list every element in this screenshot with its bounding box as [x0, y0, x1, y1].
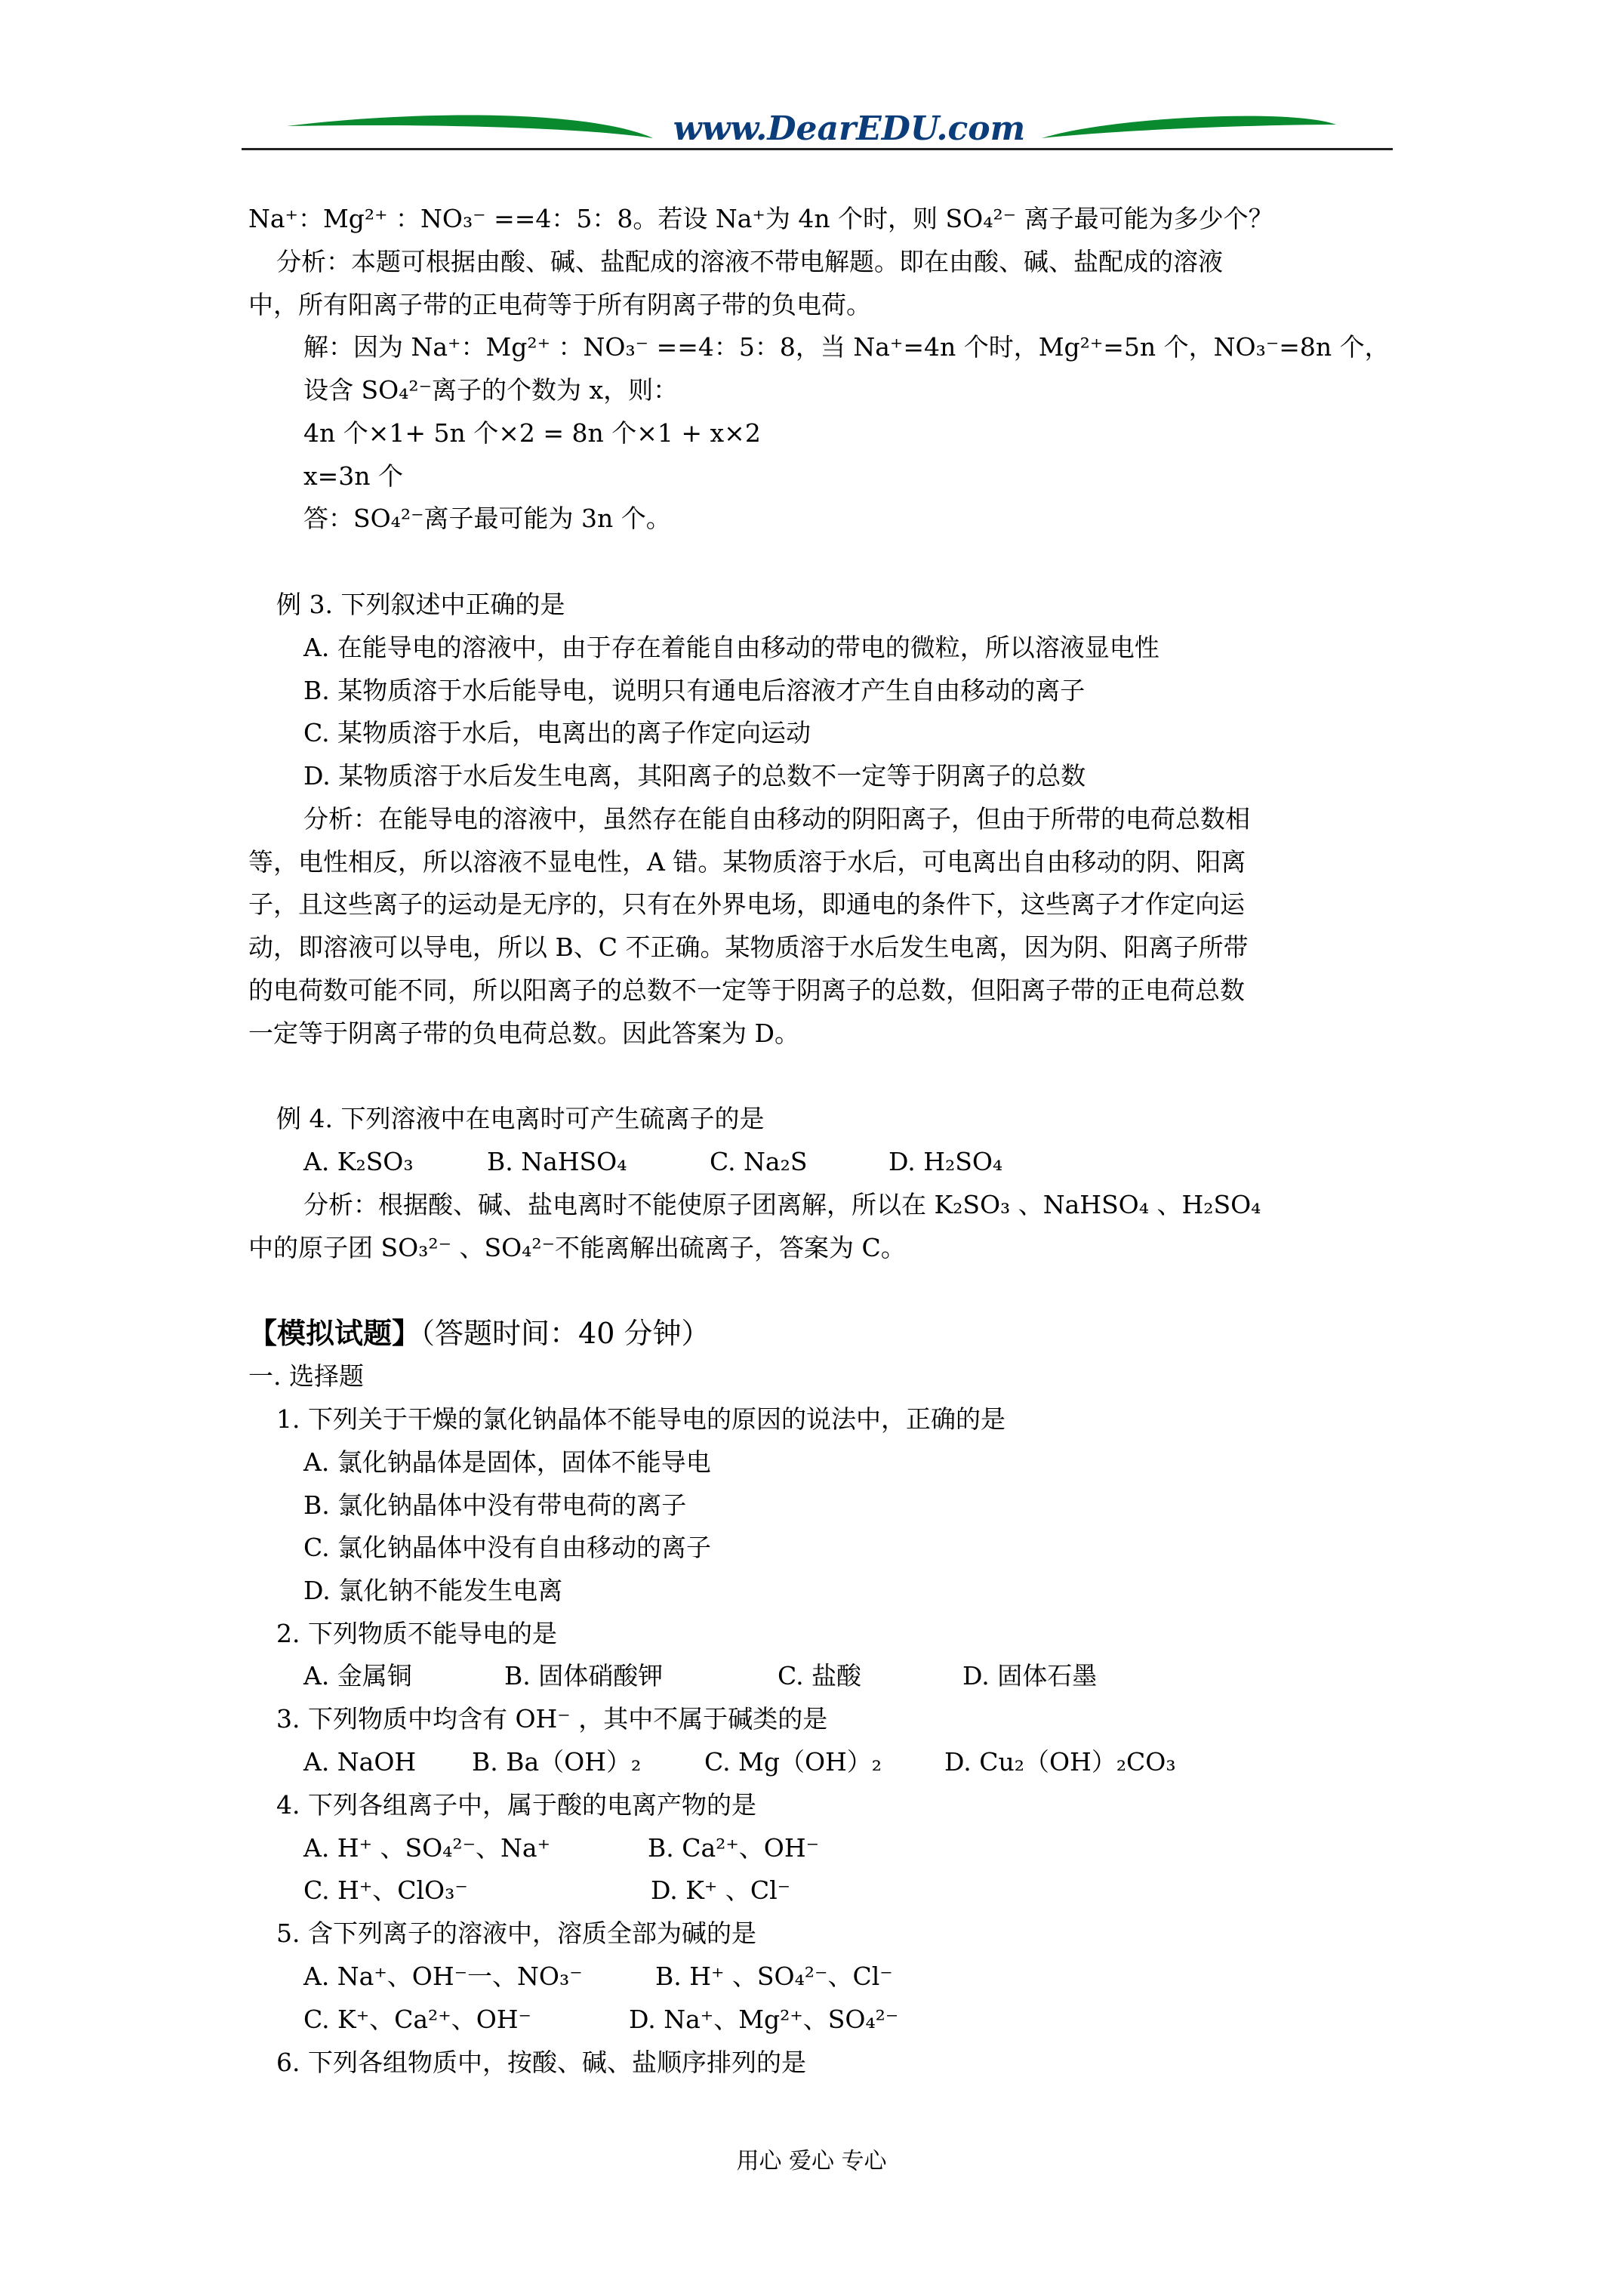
question-option: D. Cu₂（OH）₂CO₃ [944, 1747, 1176, 1777]
question-stem: 1. 下列关于干燥的氯化钠晶体不能导电的原因的说法中，正确的是 [276, 1404, 1006, 1434]
question-option: B. Ca²⁺、OH⁻ [648, 1833, 820, 1863]
question-stem: 5. 含下列离子的溶液中，溶质全部为碱的是 [276, 1918, 756, 1948]
equation-line: 4n 个×1+ 5n 个×2 = 8n 个×1 + x×2 [303, 418, 761, 448]
question-option: A. 氯化钠晶体是固体，固体不能导电 [303, 1447, 711, 1477]
site-header-banner [242, 102, 1393, 162]
question-option: D. Na⁺、Mg²⁺、SO₄²⁻ [629, 2005, 899, 2034]
question-option: A. 金属铜 [303, 1661, 412, 1690]
equation-line: x=3n 个 [303, 461, 403, 491]
question-option: C. 氯化钠晶体中没有自由移动的离子 [303, 1533, 712, 1562]
option-line: A. 在能导电的溶液中，由于存在着能自由移动的带电的微粒，所以溶液显电性 [303, 633, 1160, 662]
solution-line: 解：因为 Na⁺：Mg²⁺ ：NO₃⁻ ==4：5：8，当 Na⁺=4n 个时，Mg²⁺=5n 个，NO₃⁻=8n 个， [303, 332, 1390, 362]
header-rule [242, 148, 1393, 150]
text-line: 中，所有阳离子带的正电荷等于所有阴离子带的负电荷。 [248, 290, 871, 319]
text-line: Na⁺：Mg²⁺ ：NO₃⁻ ==4：5：8。若设 Na⁺为 4n 个时，则 SO₄²⁻ 离子最可能为多少个？ [248, 204, 1273, 233]
text-line: 的电荷数可能不同，所以阳离子的总数不一定等于阴离子的总数，但阳离子带的正电荷总数 [248, 975, 1245, 1005]
question-option: B. H⁺ 、SO₄²⁻、Cl⁻ [655, 1962, 893, 1991]
question-option: C. K⁺、Ca²⁺、OH⁻ [303, 2005, 531, 2034]
question-option: C. Mg（OH）₂ [704, 1747, 882, 1777]
question-stem: 2. 下列物质不能导电的是 [276, 1619, 557, 1648]
question-stem: 4. 下列各组离子中，属于酸的电离产物的是 [276, 1790, 756, 1820]
question-option: A. H⁺ 、SO₄²⁻、Na⁺ [303, 1833, 551, 1863]
question-option: C. 盐酸 [778, 1661, 862, 1690]
example-3-heading: 例 3. 下列叙述中正确的是 [276, 590, 565, 619]
header-swoosh-logo [242, 102, 1393, 162]
mock-test-time: （答题时间：40 分钟） [420, 1317, 710, 1350]
question-option: C. H⁺、ClO₃⁻ [303, 1875, 468, 1905]
part-heading: 一. 选择题 [248, 1361, 364, 1391]
option-a: A. K₂SO₃ [303, 1147, 414, 1176]
site-url-text: www.DearEDU.com [673, 109, 1026, 148]
question-stem: 3. 下列物质中均含有 OH⁻ ，其中不属于碱类的是 [276, 1704, 828, 1734]
option-line: D. 某物质溶于水后发生电离，其阳离子的总数不一定等于阴离子的总数 [303, 761, 1086, 791]
answer-line: 答：SO₄²⁻离子最可能为 3n 个。 [303, 504, 671, 533]
mock-test-heading [248, 1315, 710, 1351]
option-line: C. 某物质溶于水后，电离出的离子作定向运动 [303, 718, 812, 747]
text-line: 子，且这些离子的运动是无序的，只有在外界电场，即通电的条件下，这些离子才作定向运 [248, 889, 1245, 919]
text-line: 等，电性相反，所以溶液不显电性，A 错。某物质溶于水后，可电离出自由移动的阴、阳离 [248, 847, 1246, 877]
question-option: B. Ba（OH）₂ [472, 1747, 642, 1777]
text-line: 动，即溶液可以导电，所以 B、C 不正确。某物质溶于水后发生电离，因为阴、阳离子所带 [248, 932, 1249, 962]
text-line: 一定等于阴离子带的负电荷总数。因此答案为 D。 [248, 1019, 799, 1048]
question-option: A. NaOH [303, 1747, 417, 1777]
analysis-line: 分析：本题可根据由酸、碱、盐配成的溶液不带电解题。即在由酸、碱、盐配成的溶液 [276, 247, 1223, 276]
question-option: A. Na⁺、OH⁻一、NO₃⁻ [303, 1962, 583, 1991]
option-d: D. H₂SO₄ [888, 1147, 1003, 1176]
option-b: B. NaHSO₄ [487, 1147, 627, 1176]
option-line: B. 某物质溶于水后能导电，说明只有通电后溶液才产生自由移动的离子 [303, 676, 1086, 705]
text-line: 中的原子团 SO₃²⁻ 、SO₄²⁻不能离解出硫离子，答案为 C。 [248, 1233, 906, 1262]
analysis-line: 分析：在能导电的溶液中，虽然存在能自由移动的阴阳离子，但由于所带的电荷总数相 [303, 804, 1250, 834]
mock-test-title: 【模拟试题】 [248, 1316, 421, 1350]
question-stem: 6. 下列各组物质中，按酸、碱、盐顺序排列的是 [276, 2048, 806, 2077]
question-option: D. K⁺ 、Cl⁻ [651, 1875, 791, 1905]
question-option: B. 氯化钠晶体中没有带电荷的离子 [303, 1490, 687, 1520]
analysis-line: 分析：根据酸、碱、盐电离时不能使原子团离解，所以在 K₂SO₃ 、NaHSO₄ 、H₂SO₄ [303, 1190, 1261, 1219]
question-option: D. 固体石墨 [962, 1661, 1098, 1690]
page-footer-motto: 用心 爱心 专心 [736, 2148, 887, 2174]
question-option: B. 固体硝酸钾 [504, 1661, 664, 1690]
question-option: D. 氯化钠不能发生电离 [303, 1576, 563, 1605]
example-4-heading: 例 4. 下列溶液中在电离时可产生硫离子的是 [276, 1104, 765, 1133]
solution-line: 设含 SO₄²⁻离子的个数为 x，则： [303, 375, 679, 405]
option-c: C. Na₂S [710, 1147, 808, 1176]
